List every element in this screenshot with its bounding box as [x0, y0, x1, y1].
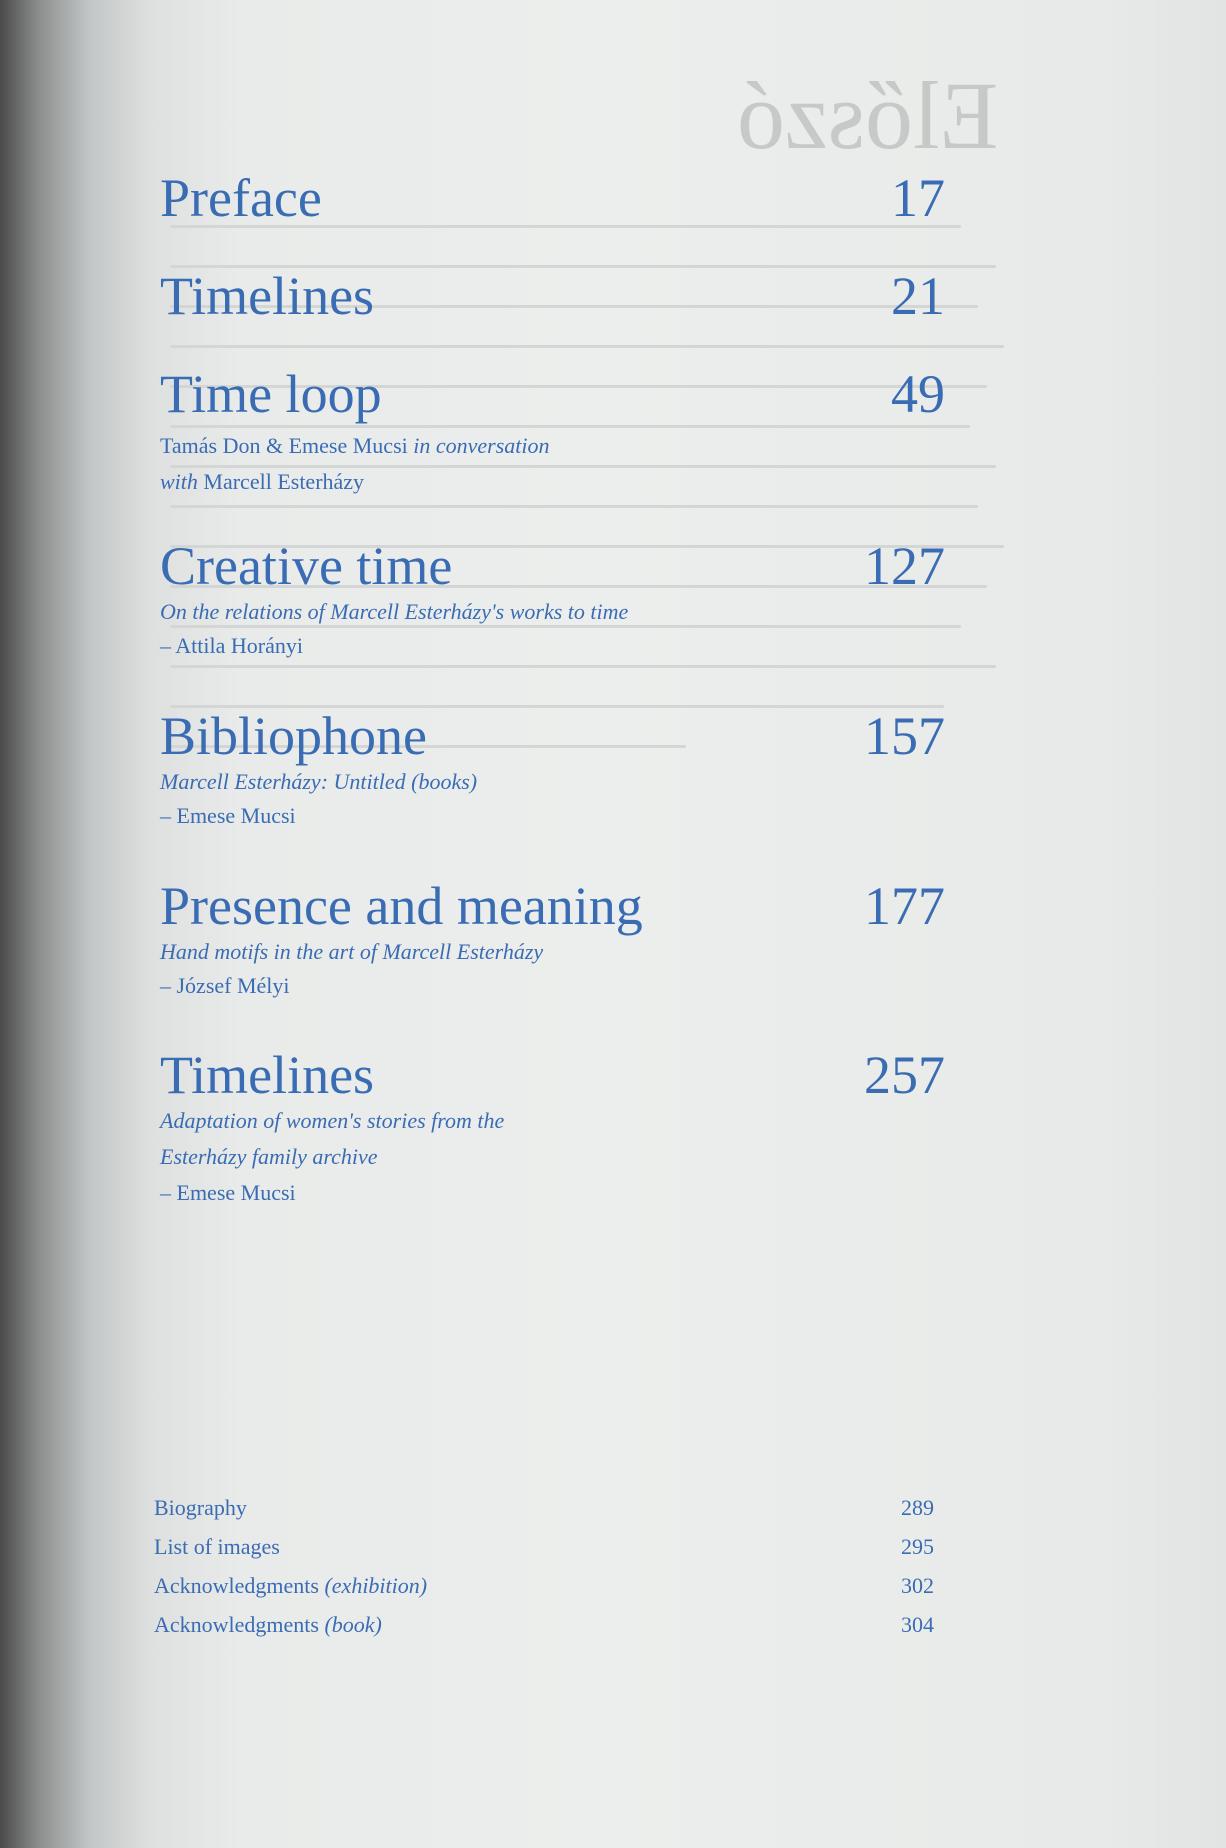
- minor-page-number: 302: [901, 1573, 934, 1598]
- entry-page-number: 157: [864, 706, 945, 766]
- toc-entry-presence-and-meaning[interactable]: [160, 876, 945, 1006]
- bleed-through-heading: Előszó: [736, 62, 998, 169]
- entry-page-number: 49: [891, 364, 945, 424]
- toc-entry-creative-time[interactable]: [160, 536, 945, 666]
- minor-page-number: 295: [901, 1534, 934, 1559]
- minor-page-number: 304: [901, 1612, 934, 1637]
- entry-author: – József Mélyi: [160, 973, 290, 998]
- entry-page-number: 127: [864, 536, 945, 596]
- entry-page-number: 257: [864, 1045, 945, 1105]
- toc-minor-list-of-images[interactable]: [154, 1534, 934, 1574]
- toc-entry-bibliophone[interactable]: [160, 706, 945, 836]
- entry-title: Timelines: [160, 1045, 375, 1105]
- entry-subtitle: Marcell Esterházy: Untitled (books): [160, 769, 478, 794]
- entry-subtitle: [160, 427, 550, 465]
- toc-entry-timelines[interactable]: [160, 266, 945, 326]
- minor-label: Acknowledgments (book): [154, 1612, 382, 1637]
- entry-title: Bibliophone: [160, 706, 427, 766]
- toc-minor-biography[interactable]: [154, 1495, 934, 1535]
- minor-page-number: 289: [901, 1495, 934, 1520]
- entry-subtitle: Hand motifs in the art of Marcell Esterházy: [160, 939, 544, 964]
- entry-subtitle-phrase: with: [160, 469, 198, 494]
- minor-label: List of images: [154, 1534, 280, 1559]
- entry-title: Preface: [160, 168, 322, 228]
- toc-minor-acknowledgments-book[interactable]: [154, 1612, 934, 1652]
- minor-label: Biography: [154, 1495, 247, 1520]
- toc-entry-timelines-2[interactable]: [160, 1045, 945, 1215]
- entry-author: – Emese Mucsi: [160, 1180, 296, 1205]
- entry-subtitle: Adaptation of women's stories from the: [160, 1108, 505, 1133]
- entry-subtitle-names: Marcell Esterházy: [197, 469, 365, 494]
- minor-label: Acknowledgments (exhibition): [154, 1573, 428, 1598]
- entry-subtitle: On the relations of Marcell Esterházy's works to time: [160, 599, 629, 624]
- entry-title: Time loop: [160, 364, 382, 424]
- toc-minor-acknowledgments-exhibition[interactable]: [154, 1573, 934, 1613]
- toc-entry-preface[interactable]: [160, 168, 945, 228]
- entry-subtitle: Esterházy family archive: [160, 1144, 378, 1169]
- entry-title: Presence and meaning: [160, 876, 643, 936]
- entry-page-number: 17: [891, 168, 945, 228]
- entry-page-number: 21: [891, 266, 945, 326]
- entry-author: – Emese Mucsi: [160, 803, 296, 828]
- entry-title: Creative time: [160, 536, 453, 596]
- entry-subtitle-phrase: in conversation: [407, 433, 550, 458]
- entry-title: Timelines: [160, 266, 375, 326]
- entry-subtitle-names: Tamás Don & Emese Mucsi: [160, 433, 408, 458]
- entry-author: – Attila Horányi: [160, 633, 303, 658]
- entry-page-number: 177: [864, 876, 945, 936]
- entry-subtitle: [160, 463, 364, 501]
